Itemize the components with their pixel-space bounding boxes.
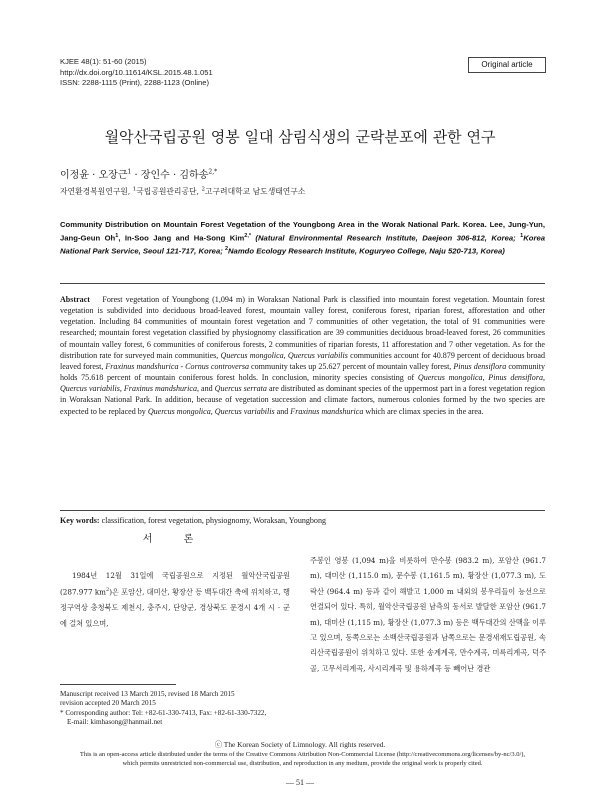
superscript: 2 bbox=[106, 587, 110, 594]
page-number: — 51 — bbox=[286, 778, 314, 787]
license bbox=[60, 750, 545, 768]
species-name: Fraxinus mandshurica - Cornus controversa bbox=[105, 361, 250, 371]
english-authors: , In-Soo Jang and Ha-Song Kim bbox=[118, 233, 245, 243]
abstract-text: community takes up 25.627 percent of mountain valley forest, bbox=[249, 361, 454, 371]
english-affil-3: Namdo Ecology Research Institute, Koguryeo College, Naju 520-713, Korea) bbox=[228, 246, 505, 256]
species-name: Pinus densiflora bbox=[488, 373, 543, 383]
issn: ISSN: 2288-1115 (Print), 2288-1123 (Online) bbox=[60, 78, 210, 88]
english-sup-1: 1 bbox=[115, 232, 119, 239]
body-text: )은 포암산, 대미산, 황장산 등 백두대간 축에 위치하고, 행정구역상 충청북도 제천시, 충주시, 단양군, 경상북도 문경시 4개 시 · 군에 걸쳐 있으며, bbox=[60, 587, 290, 628]
footnote-rule bbox=[60, 684, 176, 685]
author-sup-2: 2,* bbox=[208, 168, 218, 176]
article-type-badge: Original article bbox=[468, 57, 546, 73]
species-name: Fraxinus mandshurica bbox=[290, 406, 364, 416]
abstract-text: communities account for 40.879 percent of deciduous broad leaved forest, bbox=[60, 350, 546, 371]
korean-title: 월악산국립공원 영봉 일대 삼림식생의 군락분포에 관한 연구 bbox=[104, 128, 496, 146]
abstract-text: , and bbox=[197, 384, 215, 394]
section-heading-introduction: 서 론 bbox=[142, 534, 208, 545]
species-name: Quercus variabilis bbox=[214, 406, 275, 416]
author-group-2: · 장인수 · 김하송 bbox=[131, 170, 209, 181]
abstract-text: , bbox=[542, 373, 545, 383]
copyright: ⓒ The Korean Society of Limnology. All rights reserved. bbox=[214, 740, 386, 749]
received-date: Manuscript received 13 March 2015, revised 18 March 2015 bbox=[60, 690, 235, 698]
english-sup-4: 2 bbox=[224, 246, 228, 253]
species-name: Pinus densiflora bbox=[453, 361, 507, 371]
species-name: Quercus variabilis bbox=[287, 350, 348, 360]
footnotes bbox=[60, 690, 266, 728]
english-title-block bbox=[60, 220, 545, 258]
keywords-top-rule bbox=[60, 510, 545, 511]
license-line-2: which permits unrestricted non-commercial use, distribution, and reproduction in any medium, provide the original work is properly cited. bbox=[122, 760, 483, 767]
abstract-text: Forest vegetation of Youngbong (1,094 m) in Woraksan National Park is classified into mountain forest vegetation. Mountain forest vegetation is subdivided into deciduous broad-leaved forest, mountain valley forest, coniferous forest, riparian forest, afforestation and other vegetation. Including 84 communities of mountain forest vegetation and 7 communities of other vegetation, the total of 91 communities were researched; mountain forest vegetation classified by physiognomy classification are 39 communities deciduous broad-leaved forest, 26 communities of mountain valley forest, 6 communities of coniferous forests, 2 communities of riparian forests, 11 afforestation and 7 other vegetation. As for the distribution rate for surveyed main communities, bbox=[60, 295, 545, 360]
keywords-label: Key words: bbox=[60, 516, 100, 525]
author-sup-1: 1 bbox=[127, 168, 132, 176]
body-text: 1984년 12월 31일에 국립공원으로 지정된 월악산국립공원 (287.977 km bbox=[60, 571, 290, 597]
abstract-label: Abstract bbox=[60, 295, 90, 304]
author-group-1: 이정윤 · 오장근 bbox=[60, 170, 128, 181]
affil-sup-1: 1 bbox=[132, 186, 137, 193]
corresponding-author: * Corresponding author: Tel: +82-61-330-7413, Fax: +82-61-330-7322, bbox=[60, 708, 267, 717]
abstract-text: community holds 75.618 percent of mountain coniferous forest holds. In conclusion, minority species consisting of bbox=[60, 361, 545, 383]
doi-link[interactable]: http://dx.doi.org/10.11614/KSL.2015.48.1.051 bbox=[60, 67, 213, 77]
abstract-text: , bbox=[119, 384, 124, 394]
english-affil-2: Korea National Park Service, Seoul 121-717, Korea; bbox=[60, 233, 545, 256]
keywords bbox=[60, 516, 545, 525]
species-name: Quercus mongolica bbox=[220, 350, 284, 360]
species-name: Quercus variabilis bbox=[60, 384, 120, 394]
journal-meta bbox=[60, 57, 213, 89]
english-title: Community Distribution on Mountain Forest Vegetation of the Youngbong Area in the Worak National Park. Korea. Lee, Jung-Yun, Jang-Geun Oh bbox=[60, 220, 545, 243]
abstract-text: , bbox=[283, 350, 288, 360]
english-sup-3: 1 bbox=[520, 232, 524, 239]
english-sup-2: 2,* bbox=[244, 232, 251, 239]
species-name: Fraxinus mandshurica bbox=[123, 384, 197, 394]
korean-authors bbox=[60, 166, 217, 181]
abstract-text: , bbox=[210, 406, 215, 416]
english-affil-1: (Natural Environmental Research Institute, Daejeon 306-812, Korea; bbox=[251, 233, 521, 243]
license-line-1: This is an open-access article distributed under the terms of the Creative Commons Attribution Non-Commercial License (http://creativecommons.org/licenses/by-nc/3.0/), bbox=[79, 751, 526, 758]
abstract bbox=[60, 294, 545, 417]
species-name: Quercus mongolica bbox=[417, 373, 483, 383]
abstract-text: are distributed as dominant species of the uppermost part in a forest vegetation region in Woraksan National Park. In addition, because of vegetation succession and climate factors, numerous colonies formed by the two species are expected to be replaced by bbox=[60, 384, 546, 416]
abstract-text: which are climax species in the area. bbox=[363, 406, 484, 416]
right-column-text: 주봉인 영봉 (1,094 m)을 비롯하여 만수봉 (983.2 m), 포암산 (961.7 m), 대미산 (1,115.0 m), 문수봉 (1,161.5 m), 황장산 (1,077.3 m), 도락산 (964.4 m) 등과 같이 해발고 1,000 m 내외의 봉우리들이 능선으로 연결되어 있다. 특히, 월악산국립공원 남측의 동서로 발달한 포암산 (961.7 m), 대미산 (1,115 m), 황장산 (1,077.3 m) 등은 백두대간의 산맥을 이루고 있으며, 동쪽으로는 소백산국립공원과 남쪽으로는 문경새재도립공원, 속리산국립공원이 위치하고 있다. 또한 송계계곡, 만수계곡, 미륵리계곡, 덕주골, 고무서리계곡, 사시리계곡 및 용하계곡 등 빼어난 경관 bbox=[310, 556, 546, 673]
species-name: Quercus mongolica bbox=[147, 406, 211, 416]
affil-sup-2: 2 bbox=[201, 186, 205, 193]
left-column-text bbox=[60, 568, 290, 631]
abstract-top-rule bbox=[60, 283, 545, 284]
abstract-text: , bbox=[482, 373, 489, 383]
abstract-text: and bbox=[274, 406, 291, 416]
journal-citation: KJEE 48(1): 51-60 (2015) bbox=[60, 57, 147, 66]
affil-2: 국립공원관리공단, bbox=[136, 187, 202, 196]
species-name: Quercus serrata bbox=[214, 384, 267, 394]
paragraph bbox=[60, 568, 290, 631]
email-address[interactable]: E-mail: kimhasong@hanmail.net bbox=[67, 718, 163, 727]
affil-1: 자연환경복원연구원, bbox=[60, 187, 133, 196]
revision-date: revision accepted 20 March 2015 bbox=[60, 699, 156, 708]
korean-affiliation bbox=[60, 186, 305, 197]
keywords-text: classification, forest vegetation, physiognomy, Woraksan, Youngbong bbox=[99, 516, 326, 525]
affil-3: 고구려대학교 남도생태연구소 bbox=[204, 187, 306, 196]
